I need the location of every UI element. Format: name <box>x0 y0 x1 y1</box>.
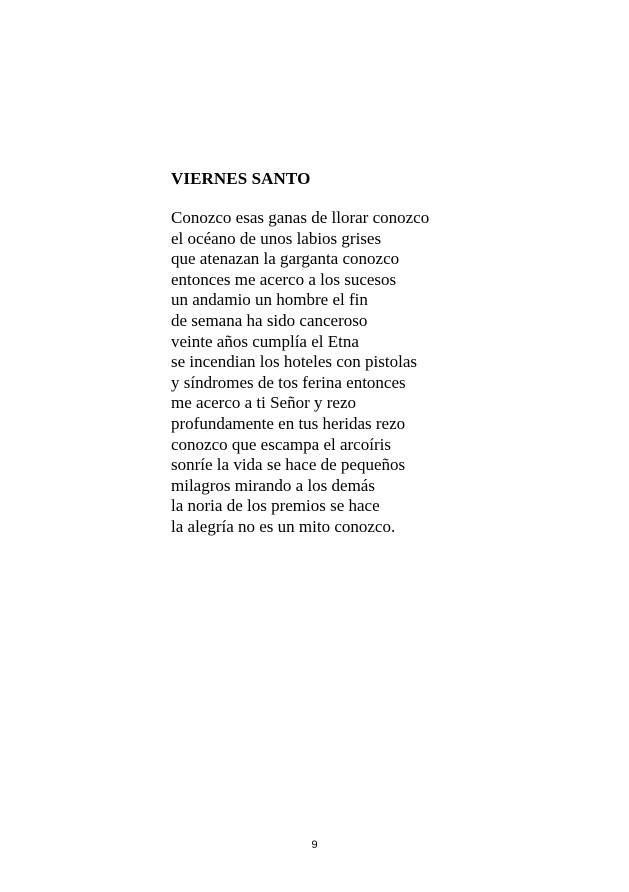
poem-line: conozco que escampa el arcoíris <box>171 434 391 454</box>
poem-title: VIERNES SANTO <box>171 169 311 188</box>
poem-line: Conozco esas ganas de llorar conozco <box>171 208 430 227</box>
poem-line: de semana ha sido canceroso <box>171 310 368 330</box>
poem-line: se incendian los hoteles con pistolas <box>171 352 417 372</box>
poem-line: me acerco a ti Señor y rezo <box>171 393 357 413</box>
poem-line: que atenazan la garganta conozco <box>171 249 400 269</box>
poem-line: un andamio un hombre el fin <box>171 290 368 310</box>
poem-line: la alegría no es un mito conozco. <box>171 516 396 536</box>
poem-line: la noria de los premios se hace <box>171 496 380 516</box>
poem-line: milagros mirando a los demás <box>171 475 375 495</box>
poem-line: el océano de unos labios grises <box>171 228 382 248</box>
poem-body <box>171 208 429 538</box>
poem-line: entonces me acerco a los sucesos <box>171 269 397 289</box>
poem-line: profundamente en tus heridas rezo <box>171 413 406 433</box>
poem-line: sonríe la vida se hace de pequeños <box>171 455 406 475</box>
poem-line: veinte años cumplía el Etna <box>171 331 359 351</box>
poem-line: y síndromes de tos ferina entonces <box>171 372 406 392</box>
page-number: 9 <box>311 839 318 851</box>
